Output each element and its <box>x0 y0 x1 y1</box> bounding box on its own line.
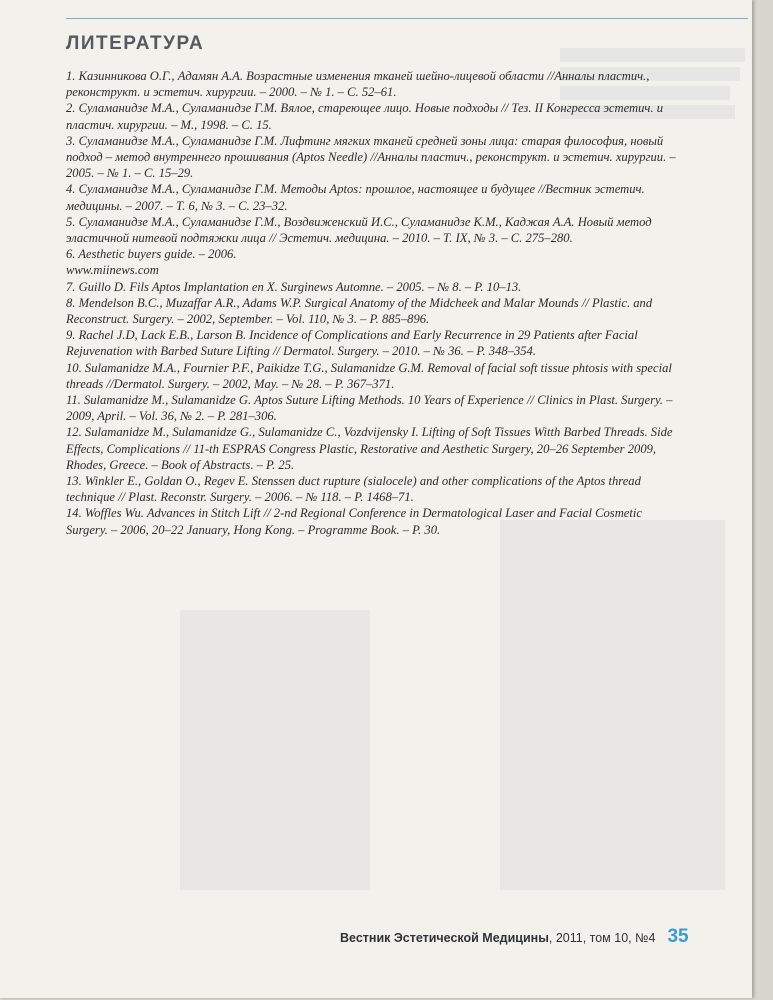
reference-item: 8. Mendelson B.C., Muzaffar A.R., Adams W.P. Surgical Anatomy of the Midcheek and Malar Mounds // Plastic. and Reconstruct. Surgery. – 2002, September. – Vol. 110, № 3. – P. 885–896. <box>66 295 653 327</box>
reference-item: 7. Guillo D. Fils Aptos Implantation en X. Surginews Automne. – 2005. – № 8. – P. 10–13. <box>66 279 522 294</box>
issue-info: , 2011, том 10, №4 <box>548 931 656 945</box>
reference-item: 1. Казинникова О.Г., Адамян А.А. Возрастные изменения тканей шейно-лицевой области //Анналы пластич., реконструкт. и эстетич. хирургии. – 2000. – № 1. – С. 52–61. <box>66 69 650 100</box>
top-rule <box>66 18 748 19</box>
reference-url: www.miinews.com <box>66 263 159 278</box>
reference-item: 9. Rachel J.D, Lack E.B., Larson B. Incidence of Complications and Early Recurrence in 29 Patients after Facial Rejuvenation with Barbed Suture Lifting // Dermatol. Surgery. – 2010. – № 36. – P. 348–354. <box>66 328 638 359</box>
reference-item: 5. Суламанидзе М.А., Суламанидзе Г.М., Воздвиженский И.С., Суламанидзе К.М., Каджая А.А. Новый метод эластичной нитевой подтяжки лица // Эстетич. медицина. – 2010. – Т. IX, № 3. – С. 275–280. <box>66 214 652 246</box>
reference-item: 13. Winkler E., Goldan O., Regev E. Stenssen duct rupture (sialocele) and other complications of the Aptos thread technique // Plast. Reconstr. Surgery. – 2006. – № 118. – P. 1468–71. <box>66 474 641 505</box>
show-through-column-right <box>500 520 725 890</box>
reference-item: 6. Aesthetic buyers guide. – 2006. <box>66 247 237 262</box>
show-through-column-left <box>180 610 370 890</box>
reference-list <box>66 68 686 538</box>
reference-item: 12. Sulamanidze M., Sulamanidze G., Sulamanidze C., Vozdvijensky I. Lifting of Soft Tissues Witth Barbed Threads. Side Effects, Complications // 11-th ESPRAS Congress Plastic, Restorative and Aesthetic Surgery, 20–26 September 2009, Rhodes, Greece. – Book of Abstracts. – P. 25. <box>66 425 673 472</box>
reference-item: 11. Sulamanidze M., Sulamanidze G. Aptos Suture Lifting Methods. 10 Years of Experience // Clinics in Plast. Surgery. – 2009, April. – Vol. 36, № 2. – P. 281–306. <box>66 393 673 424</box>
journal-name: Вестник Эстетической Медицины <box>340 931 549 945</box>
page-number: 35 <box>667 926 689 947</box>
references-heading: ЛИТЕРАТУРА <box>66 33 205 54</box>
reference-item: 4. Суламанидзе М.А., Суламанидзе Г.М. Методы Aptos: прошлое, настоящее и будущее //Вестник эстетич. медицины. – 2007. – Т. 6, № 3. – С. 23–32. <box>66 182 645 213</box>
reference-item: 2. Суламанидзе М.А., Суламанидзе Г.М. Вялое, стареющее лицо. Новые подходы // Тез. II Конгресса эстетич. и пластич. хирургии. – М., 1998. – С. 15. <box>66 101 664 132</box>
reference-item: 10. Sulamanidze M.A., Fournier P.F., Paikidze T.G., Sulamanidze G.M. Removal of facial soft tissue phtosis with special threads //Dermatol. Surgery. – 2002, May. – № 28. – P. 367–371. <box>66 360 672 391</box>
page-footer <box>340 926 689 948</box>
reference-item: 3. Суламанидзе М.А., Суламанидзе Г.М. Лифтинг мягких тканей средней зоны лица: старая философия, новый подход – метод внутреннего прошивания (Aptos Needle) //Анналы пластич., реконструкт. и эстетич. хирургии. – 2005. – № 1. – С. 15–29. <box>66 133 676 181</box>
reference-item: 14. Woffles Wu. Advances in Stitch Lift // 2-nd Regional Conference in Dermatological Laser and Facial Cosmetic Surgery. – 2006, 20–22 January, Hong Kong. – Programme Book. – P. 30. <box>66 506 642 537</box>
